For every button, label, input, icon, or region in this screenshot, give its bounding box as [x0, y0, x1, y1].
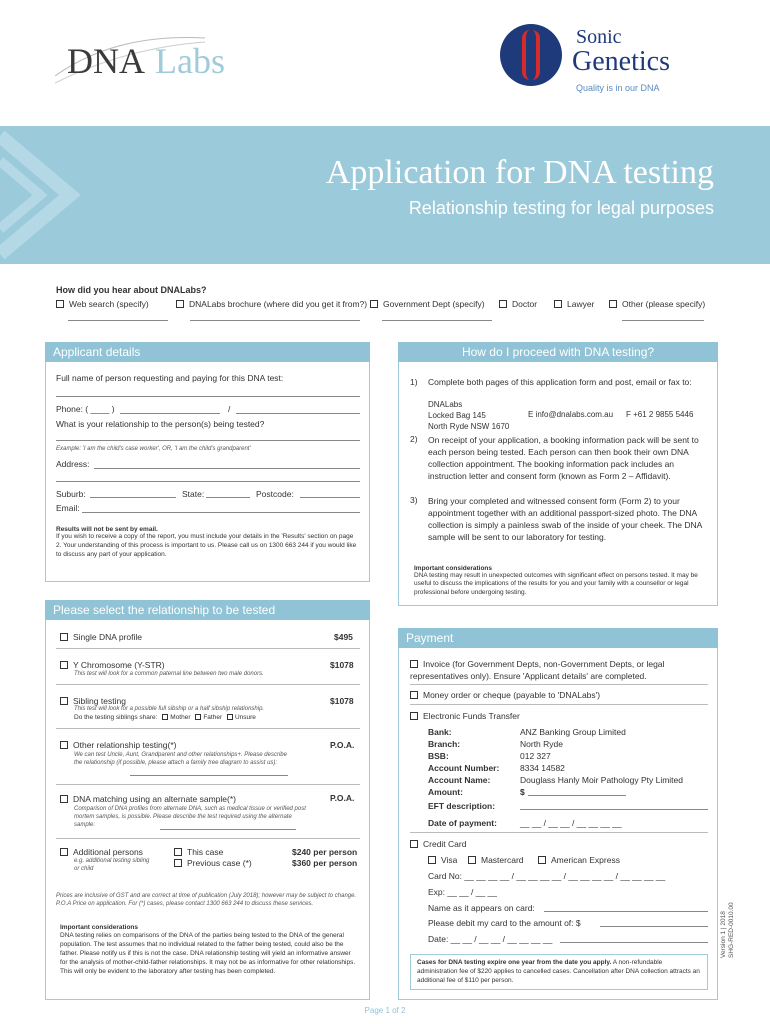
rel-imp-title: Important considerations — [60, 924, 139, 931]
suburb-label: Suburb: — [56, 489, 86, 499]
proceed-imp-title: Important considerations — [414, 565, 493, 572]
hear-brochure[interactable]: DNALabs brochure (where did you get it from?) — [176, 299, 367, 309]
prev-case-option[interactable]: Previous case (*) — [174, 858, 252, 868]
divider — [56, 838, 360, 839]
version-code: Version 1 | 2018 SHG-RED-0010.00 — [720, 902, 736, 958]
checkbox-icon[interactable] — [60, 661, 68, 669]
sonic-circle-icon — [500, 24, 562, 86]
page-title: Application for DNA testing — [325, 154, 714, 191]
checkbox-icon[interactable] — [468, 856, 476, 864]
this-case-price: $240 per person — [292, 847, 358, 857]
tagline: Quality is in our DNA — [576, 83, 660, 93]
invoice-option[interactable]: Invoice (for Government Depts, non-Government Depts, or legal representatives only). Ensure 'Applicant details' are completed. — [410, 659, 665, 681]
checkbox-icon[interactable] — [499, 300, 507, 308]
phone-field[interactable] — [120, 413, 220, 414]
step2-text: On receipt of your application, a booking information pack will be sent to each person being tested. Each person can then book their own DNA collection appointment. The booking information pack includes an instruction letter and consent form (known as Form 2 – Affidavit). — [428, 435, 699, 482]
hear-other-field[interactable] — [622, 320, 704, 321]
email-field[interactable] — [82, 512, 360, 513]
sonic-genetics-logo — [500, 24, 730, 104]
date-payment-label: Date of payment: — [428, 818, 497, 828]
proceed-important — [414, 565, 706, 601]
debit-amount-label: Please debit my card to the amount of: $ — [428, 918, 581, 928]
checkbox-icon[interactable] — [60, 741, 68, 749]
signature-field[interactable] — [560, 942, 708, 943]
checkbox-icon[interactable] — [174, 859, 182, 867]
relationship-important — [60, 924, 356, 976]
other-price: P.O.A. — [330, 740, 355, 750]
checkbox-icon[interactable] — [410, 691, 418, 699]
expiry-note: Cases for DNA testing expire one year from the date you apply. A non-refundable administration fee of $220 applies to cancelled cases. Cancellation after DNA collection attracts an additional fee of $110 per person. — [410, 954, 708, 990]
full-name-field[interactable] — [56, 396, 360, 397]
contact-fax: F +61 2 9855 5446 — [626, 410, 694, 419]
contact-email: E info@dnalabs.com.au — [528, 410, 614, 419]
card-date-field[interactable]: Date: __ __ / __ __ / __ __ __ __ — [428, 934, 553, 944]
payment-heading: Payment — [398, 628, 718, 648]
checkbox-icon[interactable] — [60, 697, 68, 705]
this-case-option[interactable]: This case — [174, 847, 223, 857]
relationship-question: What is your relationship to the person(s) being tested? — [56, 419, 265, 429]
checkbox-icon[interactable] — [174, 848, 182, 856]
step3-text: Bring your completed and witnessed consent form (Form 2) to your appointment together with an additional passport-sized photo. The DNA collection is simply a painless swab of the inside of your cheek. The DNA sample will be sent to our laboratory for testing. — [428, 496, 702, 543]
full-name-label: Full name of person requesting and paying for this DNA test: — [56, 373, 284, 383]
ychrom-price: $1078 — [330, 660, 354, 670]
alt-note: Comparison of DNA profiles from alternate DNA, such as medical tissue or verified post mortem samples, is possible. Please describe the test required using the alternate sample: — [74, 806, 306, 829]
alt-field[interactable] — [160, 829, 296, 830]
hear-govt[interactable]: Government Dept (specify) — [370, 299, 485, 309]
title-banner — [0, 126, 770, 264]
hear-doctor[interactable]: Doctor — [499, 299, 537, 309]
checkbox-icon[interactable] — [60, 633, 68, 641]
name-on-card-field[interactable] — [544, 911, 708, 912]
bank-values: ANZ Banking Group Limited North Ryde 012 327 8334 14582 Douglass Hanly Moir Pathology Pty Limited — [520, 727, 683, 785]
other-field[interactable] — [130, 775, 288, 776]
logo-genetics: Genetics — [572, 46, 670, 77]
amount-label: Amount: — [428, 787, 463, 797]
rel-imp-body: DNA testing relies on comparisons of the DNA of the parties being tested to the DNA of the general population. The test assumes that no individual related to the father being tested, could also be the father. Please notify us if this is not the case. DNA relationship testing will yield an informative answer for the analysis of mother-child-father relationships. It may not be as informative for other relationships. This will only be evident to the laboratory after testing has been completed. — [60, 932, 356, 976]
relationship-example: Example: 'I am the child's case worker', OR, 'I am the child's grandparent' — [56, 446, 251, 452]
checkbox-icon[interactable] — [538, 856, 546, 864]
relationship-heading: Please select the relationship to be tested — [45, 600, 370, 620]
post-address: DNALabs Locked Bag 145 North Ryde NSW 1670 — [428, 400, 510, 431]
divider — [410, 832, 708, 833]
name-on-card-label: Name as it appears on card: — [428, 903, 535, 913]
eft-option[interactable]: Electronic Funds Transfer — [410, 711, 520, 721]
phone-label: Phone: ( ____ ) — [56, 404, 115, 414]
hear-web[interactable]: Web search (specify) — [56, 299, 149, 309]
results-note-title: Results will not be sent by email. — [56, 526, 158, 533]
amount-currency: $ — [520, 787, 525, 797]
phone-field-2[interactable] — [236, 413, 360, 414]
bank-labels: Bank: Branch: BSB: Account Number: Account Name: — [428, 727, 500, 785]
checkbox-icon[interactable] — [410, 712, 418, 720]
prev-case-price: $360 per person — [292, 858, 358, 868]
checkbox-icon[interactable] — [60, 795, 68, 803]
amount-field[interactable] — [528, 795, 626, 796]
eft-desc-label: EFT description: — [428, 801, 496, 811]
page-number: Page 1 of 2 — [364, 1006, 406, 1015]
logo-text-dna: DNA — [67, 41, 145, 81]
debit-amount-field[interactable] — [600, 926, 708, 927]
ychrom-option[interactable]: Y Chromosome (Y-STR) — [60, 660, 165, 670]
expiry-field[interactable]: Exp: __ __ / __ __ — [428, 887, 497, 897]
checkbox-icon[interactable] — [176, 300, 184, 308]
divider — [56, 784, 360, 785]
divider — [56, 684, 360, 685]
hear-question: How did you hear about DNALabs? — [56, 285, 207, 295]
address-field[interactable] — [94, 468, 360, 469]
checkbox-icon[interactable] — [554, 300, 562, 308]
checkbox-icon[interactable] — [162, 714, 168, 720]
money-order-option[interactable]: Money order or cheque (payable to 'DNALabs') — [410, 690, 600, 700]
relationship-field[interactable] — [56, 440, 360, 441]
checkbox-icon[interactable] — [410, 840, 418, 848]
visa-option[interactable]: Visa — [428, 855, 457, 865]
checkbox-icon[interactable] — [227, 714, 233, 720]
checkbox-icon[interactable] — [428, 856, 436, 864]
applicant-heading: Applicant details — [45, 342, 370, 362]
alt-price: P.O.A. — [330, 793, 355, 803]
state-label: State: — [182, 489, 205, 499]
chevron-decor-icon — [0, 126, 140, 264]
proceed-heading: How do I proceed with DNA testing? — [398, 342, 718, 362]
dnalabs-logo — [55, 28, 255, 88]
ychrom-note: This test will look for a common paternal line between two male donors. — [74, 671, 264, 677]
mastercard-option[interactable]: Mastercard — [468, 855, 524, 865]
results-note-body: If you wish to receive a copy of the report, you must include your details in the 'Results' section on page 2. Your understanding of this process is important to us. Please call us on 1300 663 244 if you would like to discuss any part of your application. — [56, 533, 357, 558]
sibling-note: This test will look for a possible full sibship or a half sibship relationship. — [74, 706, 265, 712]
state-field[interactable] — [206, 497, 250, 498]
address-label: Address: — [56, 459, 90, 469]
checkbox-icon[interactable] — [56, 300, 64, 308]
divider — [410, 704, 708, 705]
sibling-share: Do the testing siblings share: Mother Father Unsure — [74, 714, 256, 721]
phone-sep: / — [228, 404, 231, 414]
sibling-price: $1078 — [330, 696, 354, 706]
amex-option[interactable]: American Express — [538, 855, 620, 865]
postcode-field[interactable] — [300, 497, 360, 498]
suburb-field[interactable] — [90, 497, 176, 498]
hear-brochure-field[interactable] — [190, 320, 360, 321]
prices-note: Prices are inclusive of GST and are correct at time of publication (July 2018); however may be subject to change. P.O.A Price on application. For (*) cases, please contact 1300 663 244 to discuss these services. — [56, 893, 357, 908]
checkbox-icon[interactable] — [410, 660, 418, 668]
results-note — [56, 526, 360, 572]
checkbox-icon[interactable] — [195, 714, 201, 720]
step1-num: 1) — [410, 377, 418, 387]
date-payment-field[interactable]: __ __ / __ __ / __ __ __ __ — [520, 818, 622, 828]
other-note: We can test Uncle, Aunt, Grandparent and other relationships+. Please describe the relationship (if possible, please attach a family tree diagram to assist us): — [74, 752, 287, 767]
email-label: Email: — [56, 503, 80, 513]
step2-num: 2) — [410, 434, 418, 444]
hear-lawyer[interactable]: Lawyer — [554, 299, 594, 309]
step1-text: Complete both pages of this application form and post, email or fax to: — [428, 377, 692, 387]
address-field-2[interactable] — [56, 481, 360, 482]
divider — [410, 684, 708, 685]
sibling-option[interactable]: Sibling testing — [60, 696, 126, 706]
checkbox-icon[interactable] — [609, 300, 617, 308]
alt-option[interactable]: DNA matching using an alternate sample(*) — [60, 794, 236, 804]
proceed-imp-body: DNA testing may result in unexpected outcomes with significant effect on persons tested. It may be useful to discuss the implications of the results for you and your family with a counsellor or legal professional before undergoing testing. — [414, 572, 698, 596]
eft-desc-field[interactable] — [520, 809, 708, 810]
additional-note: e.g. additional testing sibling or child — [74, 858, 150, 873]
checkbox-icon[interactable] — [370, 300, 378, 308]
credit-card-option[interactable]: Credit Card — [410, 839, 466, 849]
hear-web-field[interactable] — [68, 320, 168, 321]
other-option[interactable]: Other relationship testing(*) — [60, 740, 176, 750]
hear-other[interactable]: Other (please specify) — [609, 299, 705, 309]
additional-option[interactable]: Additional persons — [60, 847, 143, 857]
card-number-field[interactable]: Card No: __ __ __ __ / __ __ __ __ / __ __ __ __ / __ __ __ __ — [428, 871, 666, 881]
postcode-label: Postcode: — [256, 489, 294, 499]
checkbox-icon[interactable] — [60, 848, 68, 856]
divider — [56, 648, 360, 649]
single-price: $495 — [334, 632, 353, 642]
logo-sonic: Sonic — [576, 26, 622, 48]
page-subtitle: Relationship testing for legal purposes — [408, 198, 714, 218]
hear-govt-field[interactable] — [382, 320, 492, 321]
logo-text-labs: Labs — [155, 41, 225, 81]
step3-num: 3) — [410, 495, 418, 505]
divider — [56, 728, 360, 729]
single-option[interactable]: Single DNA profile — [60, 632, 142, 642]
